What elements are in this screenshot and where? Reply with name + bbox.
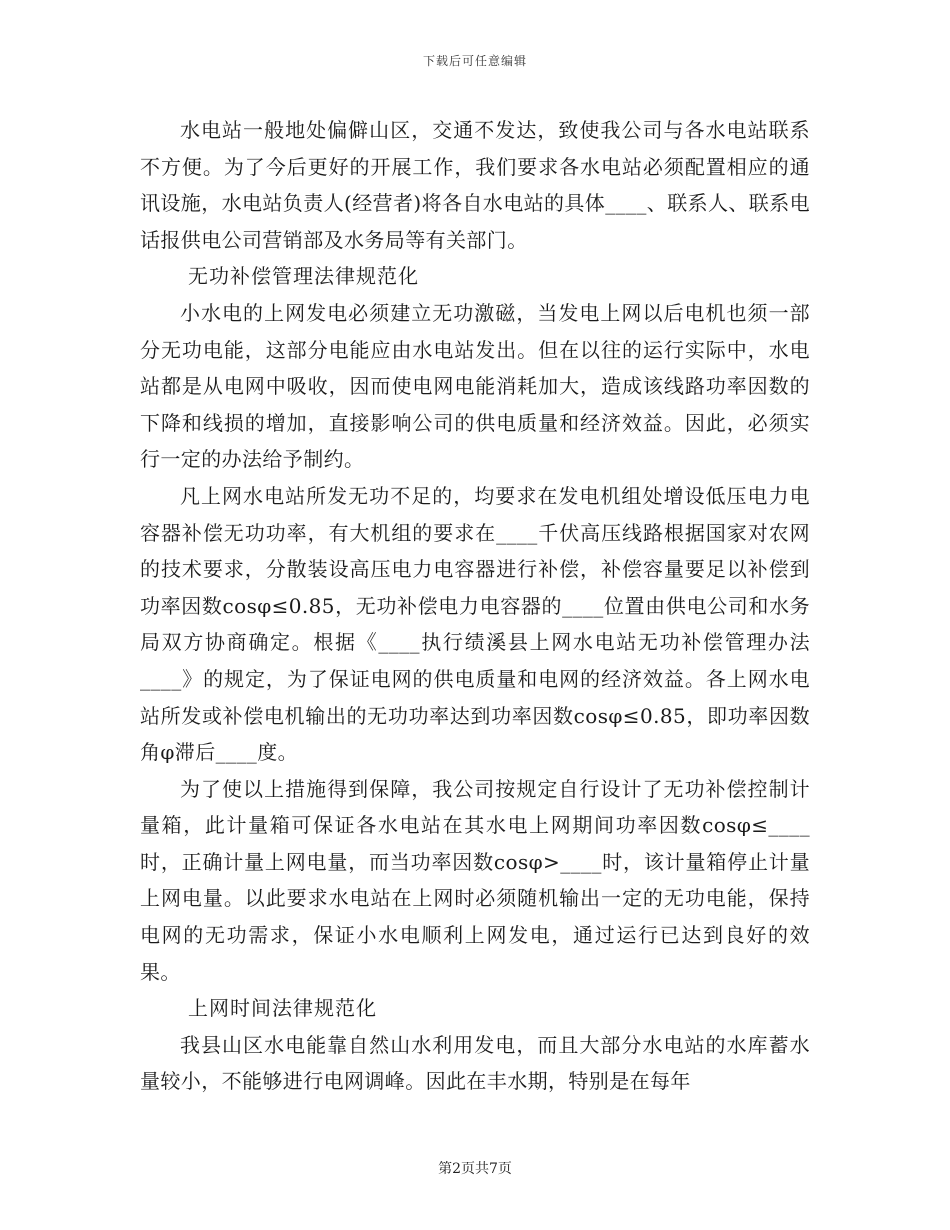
paragraph-reactive-excitation: 小水电的上网发电必须建立无功激磁，当发电上网以后电机也须一部分无功电能，这部分电能应由水电站发出。但在以往的运行实际中，水电站都是从电网中吸收，因而使电网电能消耗加大，造成该线路功率因数的下降和线损的增加，直接影响公司的供电质量和经济效益。因此，必须实行一定的办法给予制约。 xyxy=(140,300,810,472)
page-header: 下载后可任意编辑 xyxy=(422,54,527,68)
paragraph-hydropower-peak: 我县山区水电能靠自然山水利用发电，而且大部分水电站的水库蓄水量较小，不能够进行电网调峰。因此在丰水期，特别是在每年 xyxy=(140,1032,810,1094)
paragraph-capacitor-compensation: 凡上网水电站所发无功不足的，均要求在发电机组处增设低压电力电容器补偿无功功率，有大机组的要求在____千伏高压线路根据国家对农网的技术要求，分散装设高压电力电容器进行补偿，补偿容量要足以补偿到功率因数cosφ≤0.85，无功补偿电力电容器的____位置由供电公司和水务局双方协商确定。根据《____执行绩溪县上网水电站无功补偿管理办法____》的规定，为了保证电网的供电质量和电网的经济效益。各上网水电站所发或补偿电机输出的无功功率达到功率因数cosφ≤0.85，即功率因数角φ滞后____度。 xyxy=(140,483,810,765)
paragraph-communication: 水电站一般地处偏僻山区，交通不发达，致使我公司与各水电站联系不方便。为了今后更好的开展工作，我们要求各水电站必须配置相应的通讯设施，水电站负责人(经营者)将各自水电站的具体____、联系人、联系电话报供电公司营销部及水务局等有关部门。 xyxy=(140,118,811,252)
section-heading-grid-time: 上网时间法律规范化 xyxy=(188,996,377,1021)
document-body xyxy=(140,112,810,1100)
section-heading-reactive-compensation: 无功补偿管理法律规范化 xyxy=(188,264,419,289)
page-number: 第2页共7页 xyxy=(438,1161,512,1177)
paragraph-metering-box: 为了使以上措施得到保障，我公司按规定自行设计了无功补偿控制计量箱，此计量箱可保证各水电站在其水电上网期间功率因数cosφ≤____时，正确计量上网电量，而当功率因数cosφ>____时，该计量箱停止计量上网电量。以此要求水电站在上网时必须随机输出一定的无功电能，保持电网的无功需求，保证小水电顺利上网发电，通过运行已达到良好的效果。 xyxy=(140,776,810,984)
